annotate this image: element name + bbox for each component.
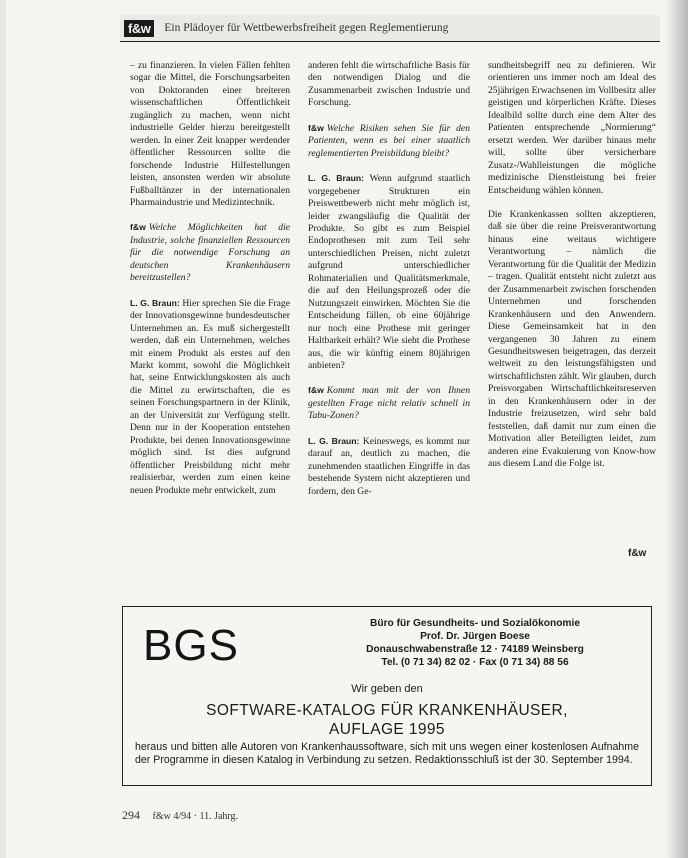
ad-body-text: heraus und bitten alle Autoren von Krankenhaussoftware, sich mit uns wegen einer kostenlosen Aufnahme der Programme in diesen Katalog in Verbindung zu setzen. Redaktionsschluß ist der 30. September 1994. [135, 741, 639, 766]
interview-question [308, 384, 470, 422]
interview-question [130, 221, 290, 284]
paragraph: – zu finanzieren. In vielen Fällen fehlten sogar die Mittel, die Forschungsarbeiten von Doktoranden einer breiteren wissenschaftlichen Öffentlichkeit zugänglich zu machen, wenn nicht industrielle Gelder hierzu bereitgestellt werden. In einer Zeit knapper werdender öffentlicher Ressourcen sollte die forschende Industrie Hilfestellungen leisten, ansonsten werden wir absolute Fußballtänzer in der internationalen Pharmaindustrie und Medizintechnik. [130, 60, 290, 208]
scan-left-edge [0, 0, 6, 858]
paragraph: sundheitsbegriff neu zu definieren. Wir orientieren uns immer noch am Ideal des 25jährigen Erwachsenen im Vollbesitz aller geistigen und körperlichen Kräfte. Dieses Idealbild sollte durch eine dem Alter des Patienten entsprechende „Normierung“ ersetzt werden. Wer darüber hinaus mehr will, sollte über versicherbare Zusatz-/Wahlleistungen die mögliche medizinische Dienstleistung bei freier Entscheidung wählen können. [488, 60, 656, 196]
ad-headline-line-2: AUFLAGE 1995 [329, 721, 445, 738]
question-tag: f&w [308, 385, 324, 396]
article-column-3 [488, 60, 656, 483]
interview-answer [130, 297, 290, 497]
running-header [120, 15, 660, 42]
page-footer [122, 808, 238, 823]
paragraph: anderen fehlt die wirtschaftliche Basis für den notwendigen Dialog und die Zusammenarbeit zwischen Industrie und Forschung. [308, 60, 470, 109]
ad-person: Prof. Dr. Jürgen Boese [420, 631, 530, 642]
speaker-label: L. G. Braun: [308, 435, 360, 446]
ad-contact-block [315, 617, 635, 669]
article-column-2 [308, 60, 470, 510]
article-column-1 [130, 60, 290, 509]
interview-answer [308, 435, 470, 498]
ad-intro: Wir geben den [351, 683, 423, 695]
ad-headline-line-1: SOFTWARE-KATALOG FÜR KRANKENHÄUSER, [206, 702, 568, 719]
answer-text: Wenn aufgrund staatlich vorgegebener Strukturen ein Preiswettbewerb nicht mehr möglich ist, leider zwangsläufig die Qualität der Produkte. So gibt es zum Beispiel Endoprothesen mit zum Teil sehr unterschiedlichen Preisen, nicht zuletzt aufgrund unterschiedlicher Rohmaterialien und Qualitätsmerkmale, die auf den Heilungsprozeß oder die Nutzungszeit einwirken. Möchten Sie die Entscheidung fällen, ob eine 60jährige nur noch eine Prothese mit geringer Haltbarkeit erhält? Wie sieht die Prothese aus, die wir künftig einem 80jährigen anbieten? [308, 173, 470, 371]
article-end-mark: f&w [628, 548, 647, 559]
interview-answer [308, 172, 470, 372]
question-text: Welche Risiken sehen Sie für den Patienten, wenn es bei einer staatlich reglementierten Preisbildung bleibt? [308, 122, 470, 159]
advertisement-box [122, 606, 652, 786]
interview-question [308, 122, 470, 160]
ad-phone-fax: Tel. (0 71 34) 82 02 · Fax (0 71 34) 88 56 [381, 657, 569, 668]
ad-org-name: Büro für Gesundheits- und Sozialökonomie [370, 618, 580, 629]
issue-info: f&w 4/94 · 11. Jahrg. [152, 811, 239, 822]
question-tag: f&w [308, 122, 324, 133]
speaker-label: L. G. Braun: [308, 173, 364, 184]
page-number: 294 [122, 808, 140, 822]
question-text: Welche Möglichkeiten hat die Industrie, solche finanziellen Ressourcen für die notwendige Forschung an deutschen Krankenhäusern bereitzustellen? [130, 222, 290, 284]
running-header-title: Ein Plädoyer für Wettbewerbsfreiheit gegen Reglementierung [164, 22, 449, 34]
scan-gutter-shadow [666, 0, 688, 858]
ad-address: Donauschwabenstraße 12 · 74189 Weinsberg [366, 644, 584, 655]
bgs-logo: BGS [143, 621, 239, 670]
paragraph: Die Krankenkassen sollten akzeptieren, daß sie über die reine Preisverantwortung hinaus eine weitaus wichtigere Verantwortung – nämlich die Verantwortung für die Qualität der Medizin – tragen. Qualität entsteht nicht zuletzt aus der Zusammenarbeit zwischen forschenden Unternehmen und forschenden Krankenhäusern und den Anwendern. Diese Gemeinsamkeit hat in den vergangenen 30 Jahren zu einem Gesundheitswesen beigetragen, das derzeit weltweit zu den leistungsfähigsten und wirtschaftlichsten zählt. Wir glauben, durch Preisvorgaben Wirtschaftlichkeitsreserven in den Krankenhäusern oder in der Industrie freizusetzen, wird sehr bald feststellen, daß damit nur zum einen die Motivation aller Beteiligten leidet, zum anderen eine Evakuierung von Know-how aus diesem Land die Folge ist. [488, 208, 656, 470]
question-text: Kommt man mit der von Ihnen gestellten Frage nicht relativ schnell in Tabu-Zonen? [308, 385, 470, 422]
speaker-label: L. G. Braun: [130, 297, 180, 308]
ad-headline [123, 701, 651, 739]
answer-text: Hier sprechen Sie die Frage der Innovationsgewinne bundesdeutscher Unternehmen an. Es muß sichergestellt werden, daß ein Unternehmen, welches mit einem Produkt als erstes auf den Markt kommt, sowohl die Möglichkeit hat, seine Entwicklungskosten als auch die Mittel zu erwirtschaften, die es seinen Forschungspartnern in der Klinik, an der Universität zur Verfügung stellt. Denn nur in der Kooperation entstehen Produkte, bei denen Innovationsgewinne möglich sind. Ist dies aufgrund öffentlicher Preisbildung nicht mehr realisierbar, werden zum einen keine neuen Produkte mehr entwickelt, zum [130, 297, 290, 496]
question-tag: f&w [130, 222, 146, 233]
magazine-logo: f&w [124, 20, 154, 37]
answer-text: Keineswegs, es kommt nur darauf an, deutlich zu machen, die zunehmenden staatlichen Eingriffe in das bestehende System nicht akzeptieren und fordern, den Ge- [308, 435, 470, 497]
